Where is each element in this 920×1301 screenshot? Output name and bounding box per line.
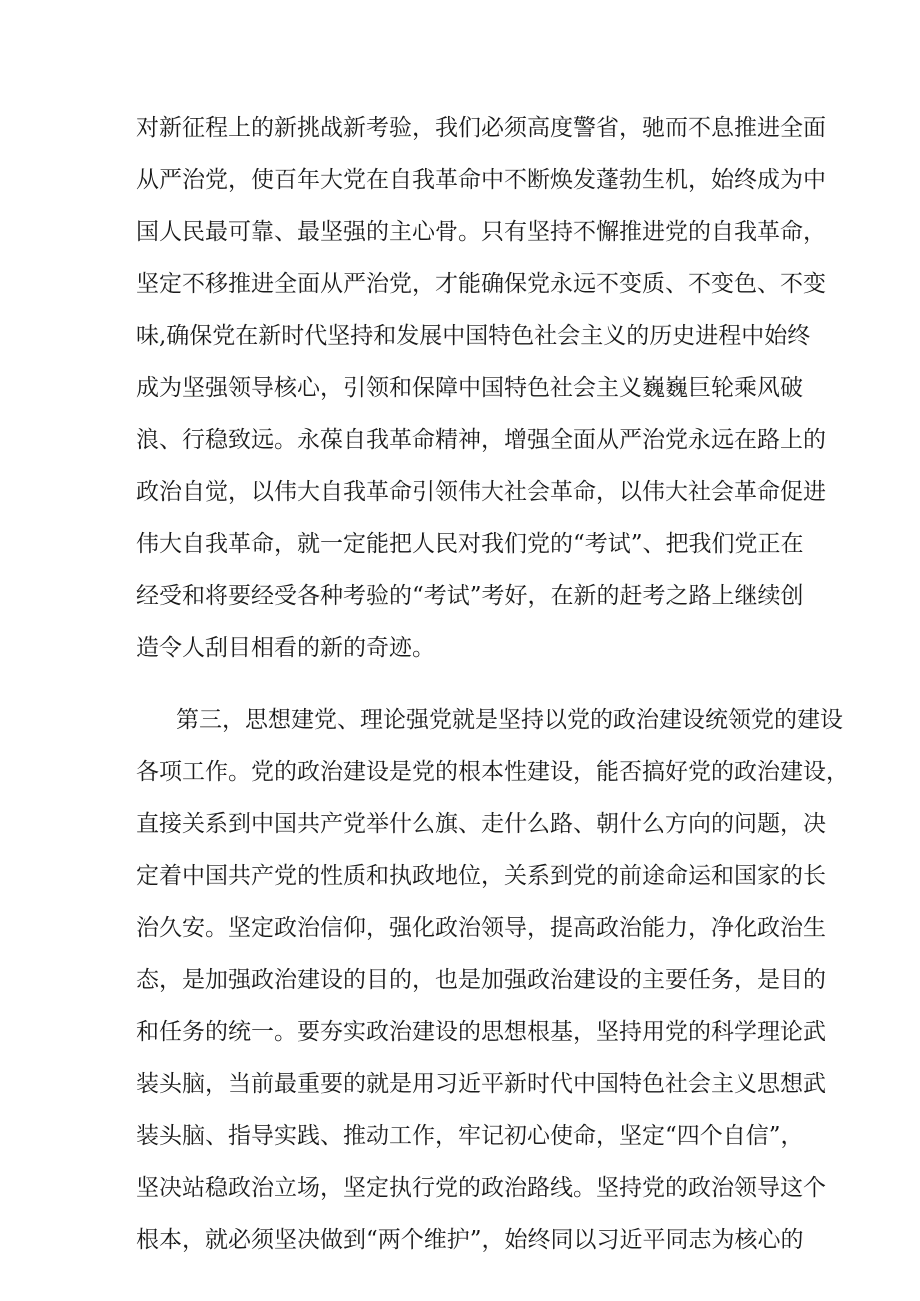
paragraph-2-line: 直接关系到中国共产党举什么旗、走什么路、朝什么方向的问题，决: [136, 811, 826, 837]
paragraph-2-line: 治久安。坚定政治信仰，强化政治领导，提高政治能力，净化政治生: [136, 915, 826, 941]
paragraph-2-line: 装头脑、指导实践、推动工作，牢记初心使命，坚定“四个自信”，: [136, 1123, 804, 1149]
paragraph-1-line: 坚定不移推进全面从严治党，才能确保党永远不变质、不变色、不变: [136, 271, 826, 297]
paragraph-2-line: 各项工作。党的政治建设是党的根本性建设，能否搞好党的政治建设，: [136, 759, 849, 785]
paragraph-1-line: 伟大自我革命，就一定能把人民对我们党的“考试”、把我们党正在: [136, 531, 804, 557]
paragraph-2-line: 第三，思想建党、理论强党就是坚持以党的政治建设统领党的建设: [176, 707, 843, 733]
paragraph-1-line: 成为坚强领导核心，引领和保障中国特色社会主义巍巍巨轮乘风破: [136, 375, 803, 401]
paragraph-2-line: 态，是加强政治建设的目的，也是加强政治建设的主要任务，是目的: [136, 967, 826, 993]
paragraph-1-line: 国人民最可靠、最坚强的主心骨。只有坚持不懈推进党的自我革命，: [136, 219, 826, 245]
paragraph-1-line: 浪、行稳致远。永葆自我革命精神，增强全面从严治党永远在路上的: [136, 427, 826, 453]
paragraph-2-line: 装头脑，当前最重要的就是用习近平新时代中国特色社会主义思想武: [136, 1071, 826, 1097]
paragraph-1-line: 对新征程上的新挑战新考验，我们必须高度警省，驰而不息推进全面: [136, 115, 826, 141]
paragraph-1-line: 造令人刮目相看的新的奇迹。: [136, 635, 435, 661]
paragraph-2-line: 定着中国共产党的性质和执政地位，关系到党的前途命运和国家的长: [136, 863, 826, 889]
paragraph-2-line: 根本，就必须坚决做到“两个维护”，始终同以习近平同志为核心的: [136, 1227, 804, 1253]
paragraph-1-line: 从严治党，使百年大党在自我革命中不断焕发蓬勃生机，始终成为中: [136, 167, 826, 193]
paragraph-2-line: 和任务的统一。要夯实政治建设的思想根基，坚持用党的科学理论武: [136, 1019, 826, 1045]
paragraph-1-line: 政治自觉，以伟大自我革命引领伟大社会革命，以伟大社会革命促进: [136, 479, 826, 505]
paragraph-1-line: 经受和将要经受各种考验的“考试”考好，在新的赶考之路上继续创: [136, 583, 804, 609]
paragraph-2-line: 坚决站稳政治立场，坚定执行党的政治路线。坚持党的政治领导这个: [136, 1175, 826, 1201]
paragraph-1-line: 味,确保党在新时代坚持和发展中国特色社会主义的历史进程中始终: [136, 323, 811, 349]
